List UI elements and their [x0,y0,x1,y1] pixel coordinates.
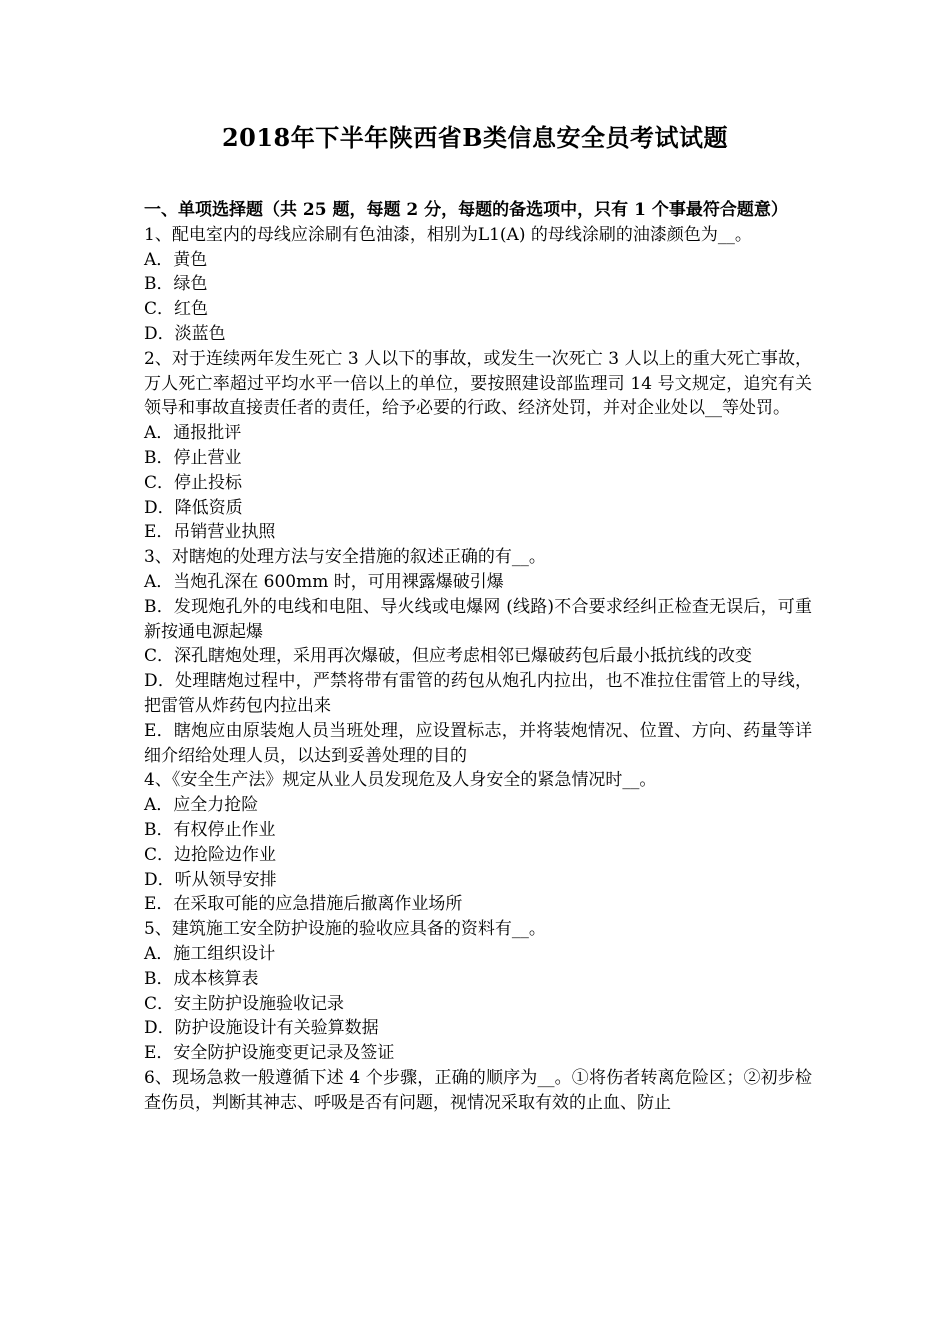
option-c: C．深孔瞎炮处理，采用再次爆破，但应考虑相邻已爆破药包后最小抵抗线的改变 [144,646,753,667]
option-b: B．成本核算表 [144,968,259,989]
option-c: C．停止投标 [144,472,243,493]
page-title: 2018年下半年陕西省B类信息安全员考试试题 [221,123,729,152]
question-text: 1、配电室内的母线应涂刷有色油漆，相别为L1(A) 的母线涂刷的油漆颜色为__。 [144,224,752,245]
option-e: E．吊销营业执照 [144,522,276,543]
option-a: A．施工组织设计 [144,943,276,964]
question-text: 3、对瞎炮的处理方法与安全措施的叙述正确的有__。 [144,547,546,568]
question-6 [144,1066,812,1116]
option-c: C．安主防护设施验收记录 [144,993,345,1014]
option-e: E．瞎炮应由原装炮人员当班处理，应设置标志，并将装炮情况、位置、方向、药量等详细介绍给处理人员，以达到妥善处理的目的 [144,720,812,766]
option-b: B．绿色 [144,274,208,295]
question-3 [144,545,812,768]
option-a: A．通报批评 [144,423,242,444]
option-b: B．发现炮孔外的电线和电阻、导火线或电爆网 (线路)不合要求经纠正检查无误后，可重新按通电源起爆 [144,596,812,642]
option-e: E．在采取可能的应急措施后撤离作业场所 [144,894,463,915]
option-a: A．黄色 [144,249,208,270]
option-d: D．听从领导安排 [144,869,277,890]
question-text: 6、现场急救一般遵循下述 4 个步骤，正确的顺序为__。①将伤者转离危险区；②初步检查伤员，判断其神志、呼吸是否有问题，视情况采取有效的止血、防止 [144,1067,812,1113]
option-a: A．当炮孔深在 600mm 时，可用裸露爆破引爆 [144,571,504,592]
option-e: E．安全防护设施变更记录及签证 [144,1043,395,1064]
question-text: 5、建筑施工安全防护设施的验收应具备的资料有__。 [144,919,546,940]
question-5 [144,917,812,1066]
option-d: D．处理瞎炮过程中，严禁将带有雷管的药包从炮孔内拉出，也不准拉住雷管上的导线，把雷管从炸药包内拉出来 [144,671,812,716]
question-text: 4、《安全生产法》规定从业人员发现危及人身安全的紧急情况时__。 [144,770,657,791]
option-c: C．边抢险边作业 [144,844,277,865]
option-d: D．淡蓝色 [144,323,226,344]
option-c: C．红色 [144,299,209,320]
question-1 [144,223,812,347]
option-b: B．停止营业 [144,447,242,468]
question-4 [144,768,812,917]
question-2 [144,347,812,545]
document-body [144,198,812,1115]
option-a: A．应全力抢险 [144,795,259,816]
option-d: D．降低资质 [144,497,243,518]
option-b: B．有权停止作业 [144,819,276,840]
section-heading: 一、单项选择题（共 25 题，每题 2 分，每题的备选项中，只有 1 个事最符合题意） [144,200,788,220]
option-d: D．防护设施设计有关验算数据 [144,1018,379,1039]
question-text: 2、对于连续两年发生死亡 3 人以下的事故，或发生一次死亡 3 人以上的重大死亡事故，万人死亡率超过平均水平一倍以上的单位，要按照建设部监理司 14 号文规定，追究有关领导和事故直接责任者的责任，给予必要的行政、经济处罚，并对企业处以__等处罚。 [144,348,812,419]
